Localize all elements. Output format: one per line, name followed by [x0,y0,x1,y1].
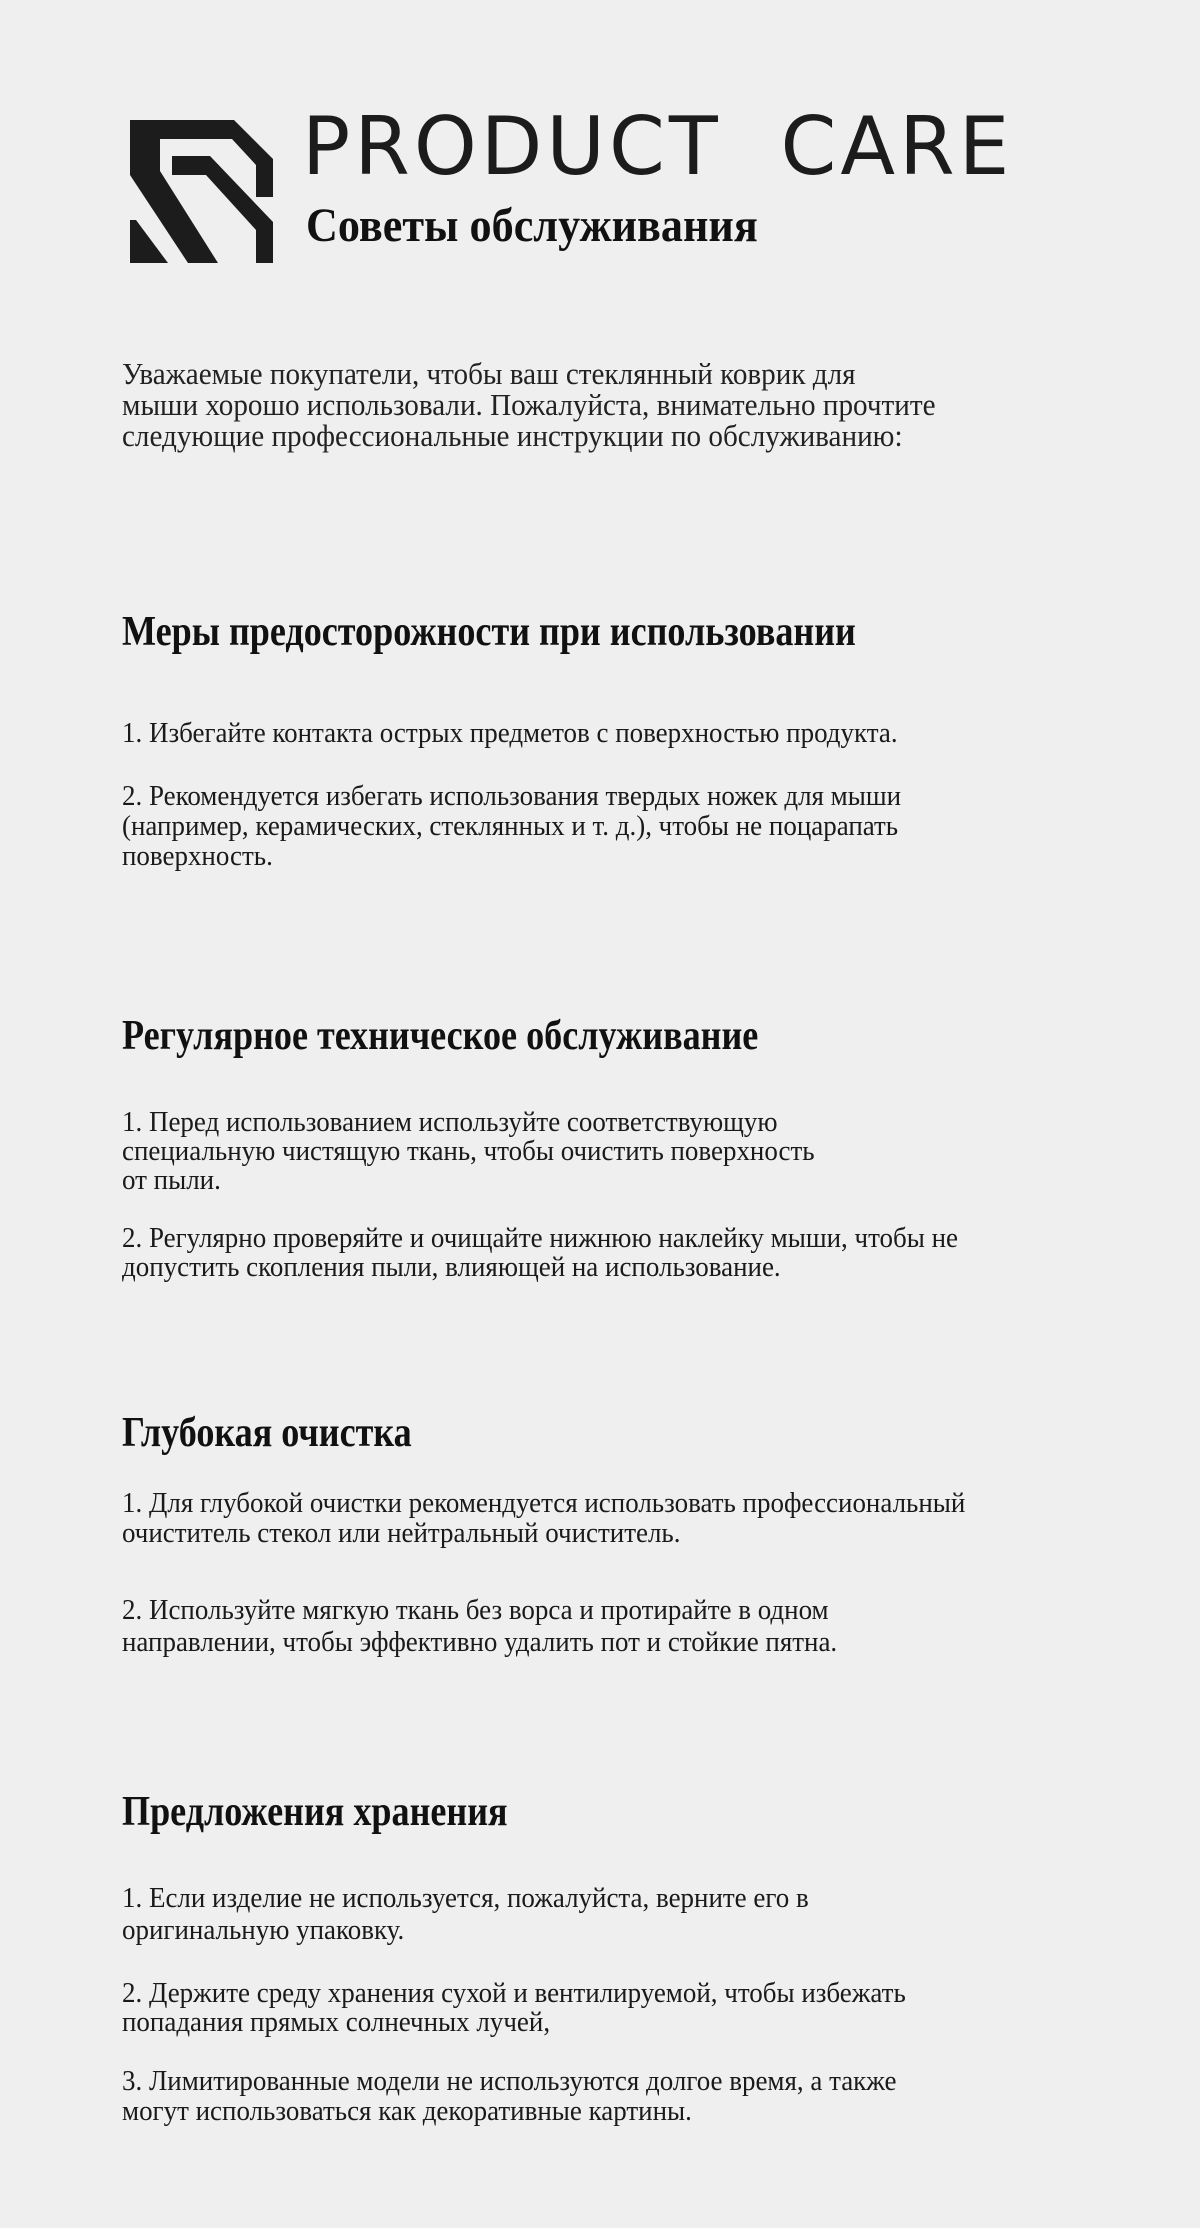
list-item [122,1108,1172,1195]
list-item [122,1488,1172,1548]
item-line: 1. Если изделие не используется, пожалуйста, верните его в [122,1882,809,1914]
item-line: от пыли. [122,1164,221,1196]
section-heading-storage: Предложения хранения [122,1789,508,1835]
list-item [122,781,1172,871]
intro-line: мыши хорошо использовали. Пожалуйста, внимательно прочтите [122,387,936,422]
item-line: 2. Регулярно проверяйте и очищайте нижнюю наклейку мыши, чтобы не [122,1222,958,1254]
item-line: 2. Рекомендуется избегать использования твердых ножек для мыши [122,780,902,812]
item-line: 3. Лимитированные модели не используются долгое время, а также [122,2065,897,2097]
item-line: 1. Перед использованием используйте соответствующую [122,1106,778,1138]
stylized-s-logo-icon [128,117,274,264]
item-line: специальную чистящую ткань, чтобы очистить поверхность [122,1135,815,1167]
item-line: 2. Держите среду хранения сухой и вентилируемой, чтобы избежать [122,1977,906,2009]
section-heading-deep-cleaning: Глубокая очистка [122,1410,412,1456]
item-line: могут использоваться как декоративные картины. [122,2095,692,2127]
item-line: 1. Для глубокой очистки рекомендуется использовать профессиональный [122,1487,966,1519]
page-subtitle: Советы обслуживания [306,199,758,252]
brand-word-care: CARE [780,100,1014,193]
item-line: 2. Используйте мягкую ткань без ворса и протирайте в одном [122,1594,829,1626]
item-line: оригинальную упаковку. [122,1914,405,1946]
list-item [122,1594,1172,1658]
item-line: допустить скопления пыли, влияющей на использование. [122,1251,781,1283]
item-line: 1. Избегайте контакта острых предметов с поверхностью продукта. [122,717,898,749]
list-item [122,1979,1172,2037]
item-line: (например, керамических, стеклянных и т. д.), чтобы не поцарапать [122,810,899,842]
section-heading-regular-maintenance: Регулярное техническое обслуживание [122,1013,759,1059]
intro-paragraph [122,358,1122,451]
list-item [122,1882,1172,1946]
item-line: попадания прямых солнечных лучей, [122,2006,551,2038]
list-item [122,718,1172,748]
brand-title [302,100,1014,193]
item-line: очиститель стекол или нейтральный очиститель. [122,1517,681,1549]
list-item [122,1224,1172,1282]
item-line: поверхность. [122,840,273,872]
intro-line: следующие профессиональные инструкции по обслуживанию: [122,418,903,453]
intro-line: Уважаемые покупатели, чтобы ваш стеклянный коврик для [122,356,856,391]
item-line: направлении, чтобы эффективно удалить пот и стойкие пятна. [122,1626,838,1658]
brand-word-product: PRODUCT [302,100,722,193]
section-heading-precautions: Меры предосторожности при использовании [122,609,856,655]
list-item [122,2066,1172,2126]
